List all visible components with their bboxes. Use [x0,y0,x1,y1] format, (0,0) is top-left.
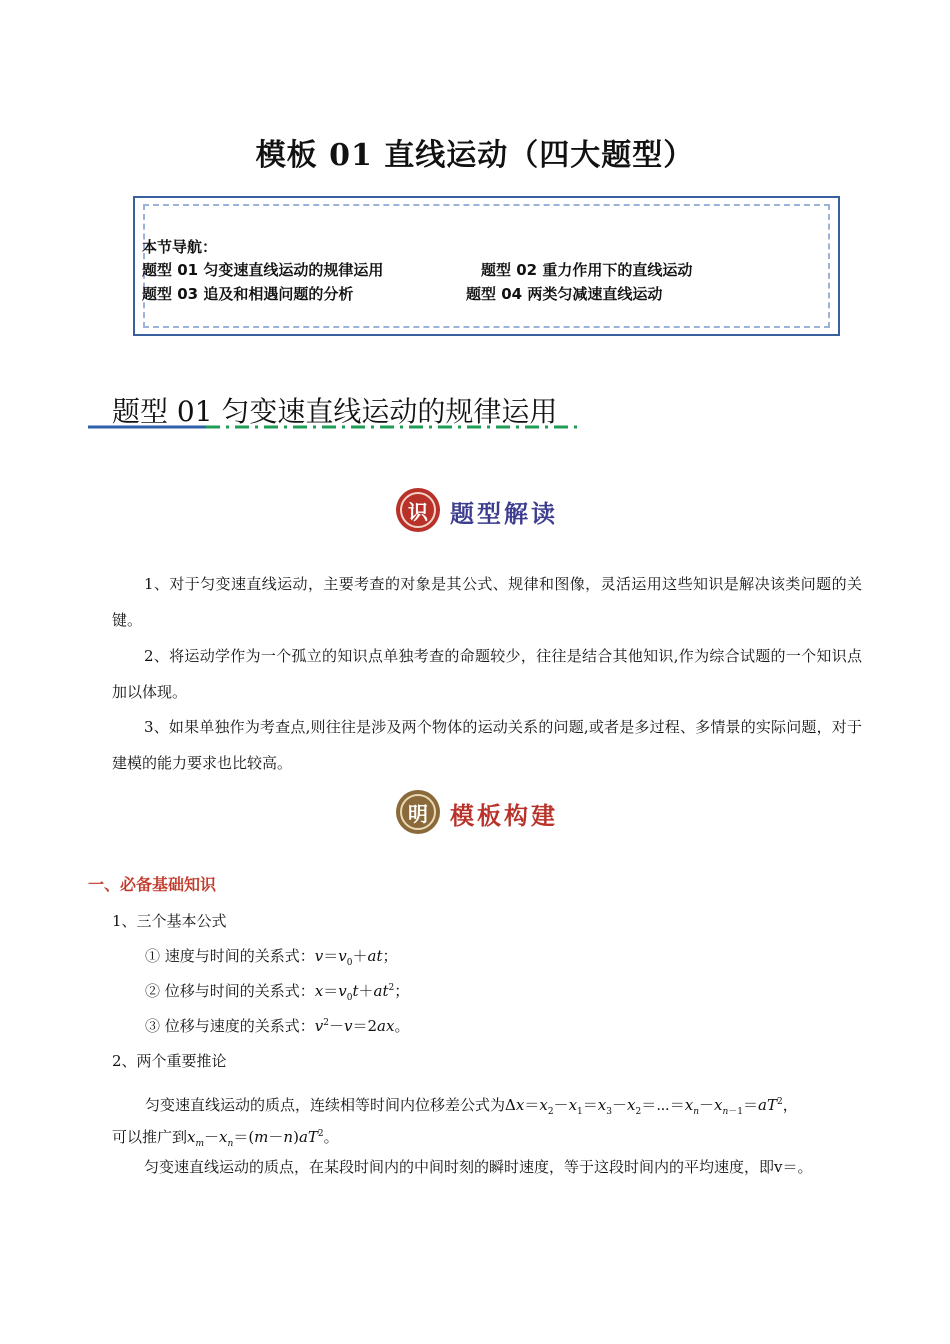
corollary-1-text: 匀变速直线运动的质点，连续相等时间内位移差公式为 [145,1096,506,1114]
paragraph-2: 2、将运动学作为一个孤立的知识点单独考查的命题较少，往往是结合其他知识,作为综合试题的一个知识点加以体现。 [112,647,862,701]
nav-heading: 本节导航： [142,238,218,256]
paragraph-3: 3、如果单独作为考查点,则往往是涉及两个物体的运动关系的问题,或者是多过程、多情景的实际问题，对于建模的能力要求也比较高。 [112,718,862,772]
formula-3: ③ 位移与速度的关系式：$v^2-v=2ax$。 [145,1017,410,1035]
section-title: 题型 01 匀变速直线运动的规律运用 [112,395,558,428]
badge-char: 识 [408,500,428,524]
nav-item-02[interactable]: 题型 02 重力作用下的直线运动 [481,261,693,279]
badge-moban-goujian [396,787,596,837]
nav-item-03[interactable]: 题型 03 追及和相遇问题的分析 [142,285,354,303]
knowledge-heading: 一、必备基础知识 [88,875,217,894]
badge-label: 模板构建 [450,801,558,830]
corollary-1-end: 可以推广到 [112,1128,188,1146]
formula-3-label: ③ 位移与速度的关系式： [145,1017,315,1035]
badge-label: 题型解读 [450,499,558,528]
nav-item-04[interactable]: 题型 04 两类匀减速直线运动 [466,285,663,303]
section-underline [88,420,588,432]
corollary-1-line1: 匀变速直线运动的质点，连续相等时间内位移差公式为$\Delta x=x_2-x_1=x_3-x_2=\cdots=x_n-x_{n-1}=aT^2$， [145,1096,798,1117]
page-title: 模板 01 直线运动（四大题型） [255,138,695,173]
corollary-1-line2: 可以推广到$x_m-x_n=(m-n)aT^2$。 [112,1128,339,1149]
nav-item-01[interactable]: 题型 01 匀变速直线运动的规律运用 [142,261,384,279]
paragraph-1: 1、对于匀变速直线运动，主要考查的对象是其公式、规律和图像，灵活运用这些知识是解决该类问题的关键。 [112,575,862,629]
sub-heading-formulas: 1、三个基本公式 [112,912,227,930]
badge-tixing-jiedu [396,485,596,535]
formula-1-label: ① 速度与时间的关系式： [145,947,315,965]
formula-1: ① 速度与时间的关系式：$v=v_0+at$； [145,947,398,968]
formula-2-label: ② 位移与时间的关系式： [145,982,315,1000]
corollary-2: 匀变速直线运动的质点，在某段时间内的中间时刻的瞬时速度，等于这段时间内的平均速度，即v＝。 [144,1158,813,1176]
sub-heading-corollaries: 2、两个重要推论 [112,1052,227,1070]
formula-2: ② 位移与时间的关系式：$x=v_0t+at^2$； [145,982,410,1003]
badge-char: 明 [408,802,428,826]
